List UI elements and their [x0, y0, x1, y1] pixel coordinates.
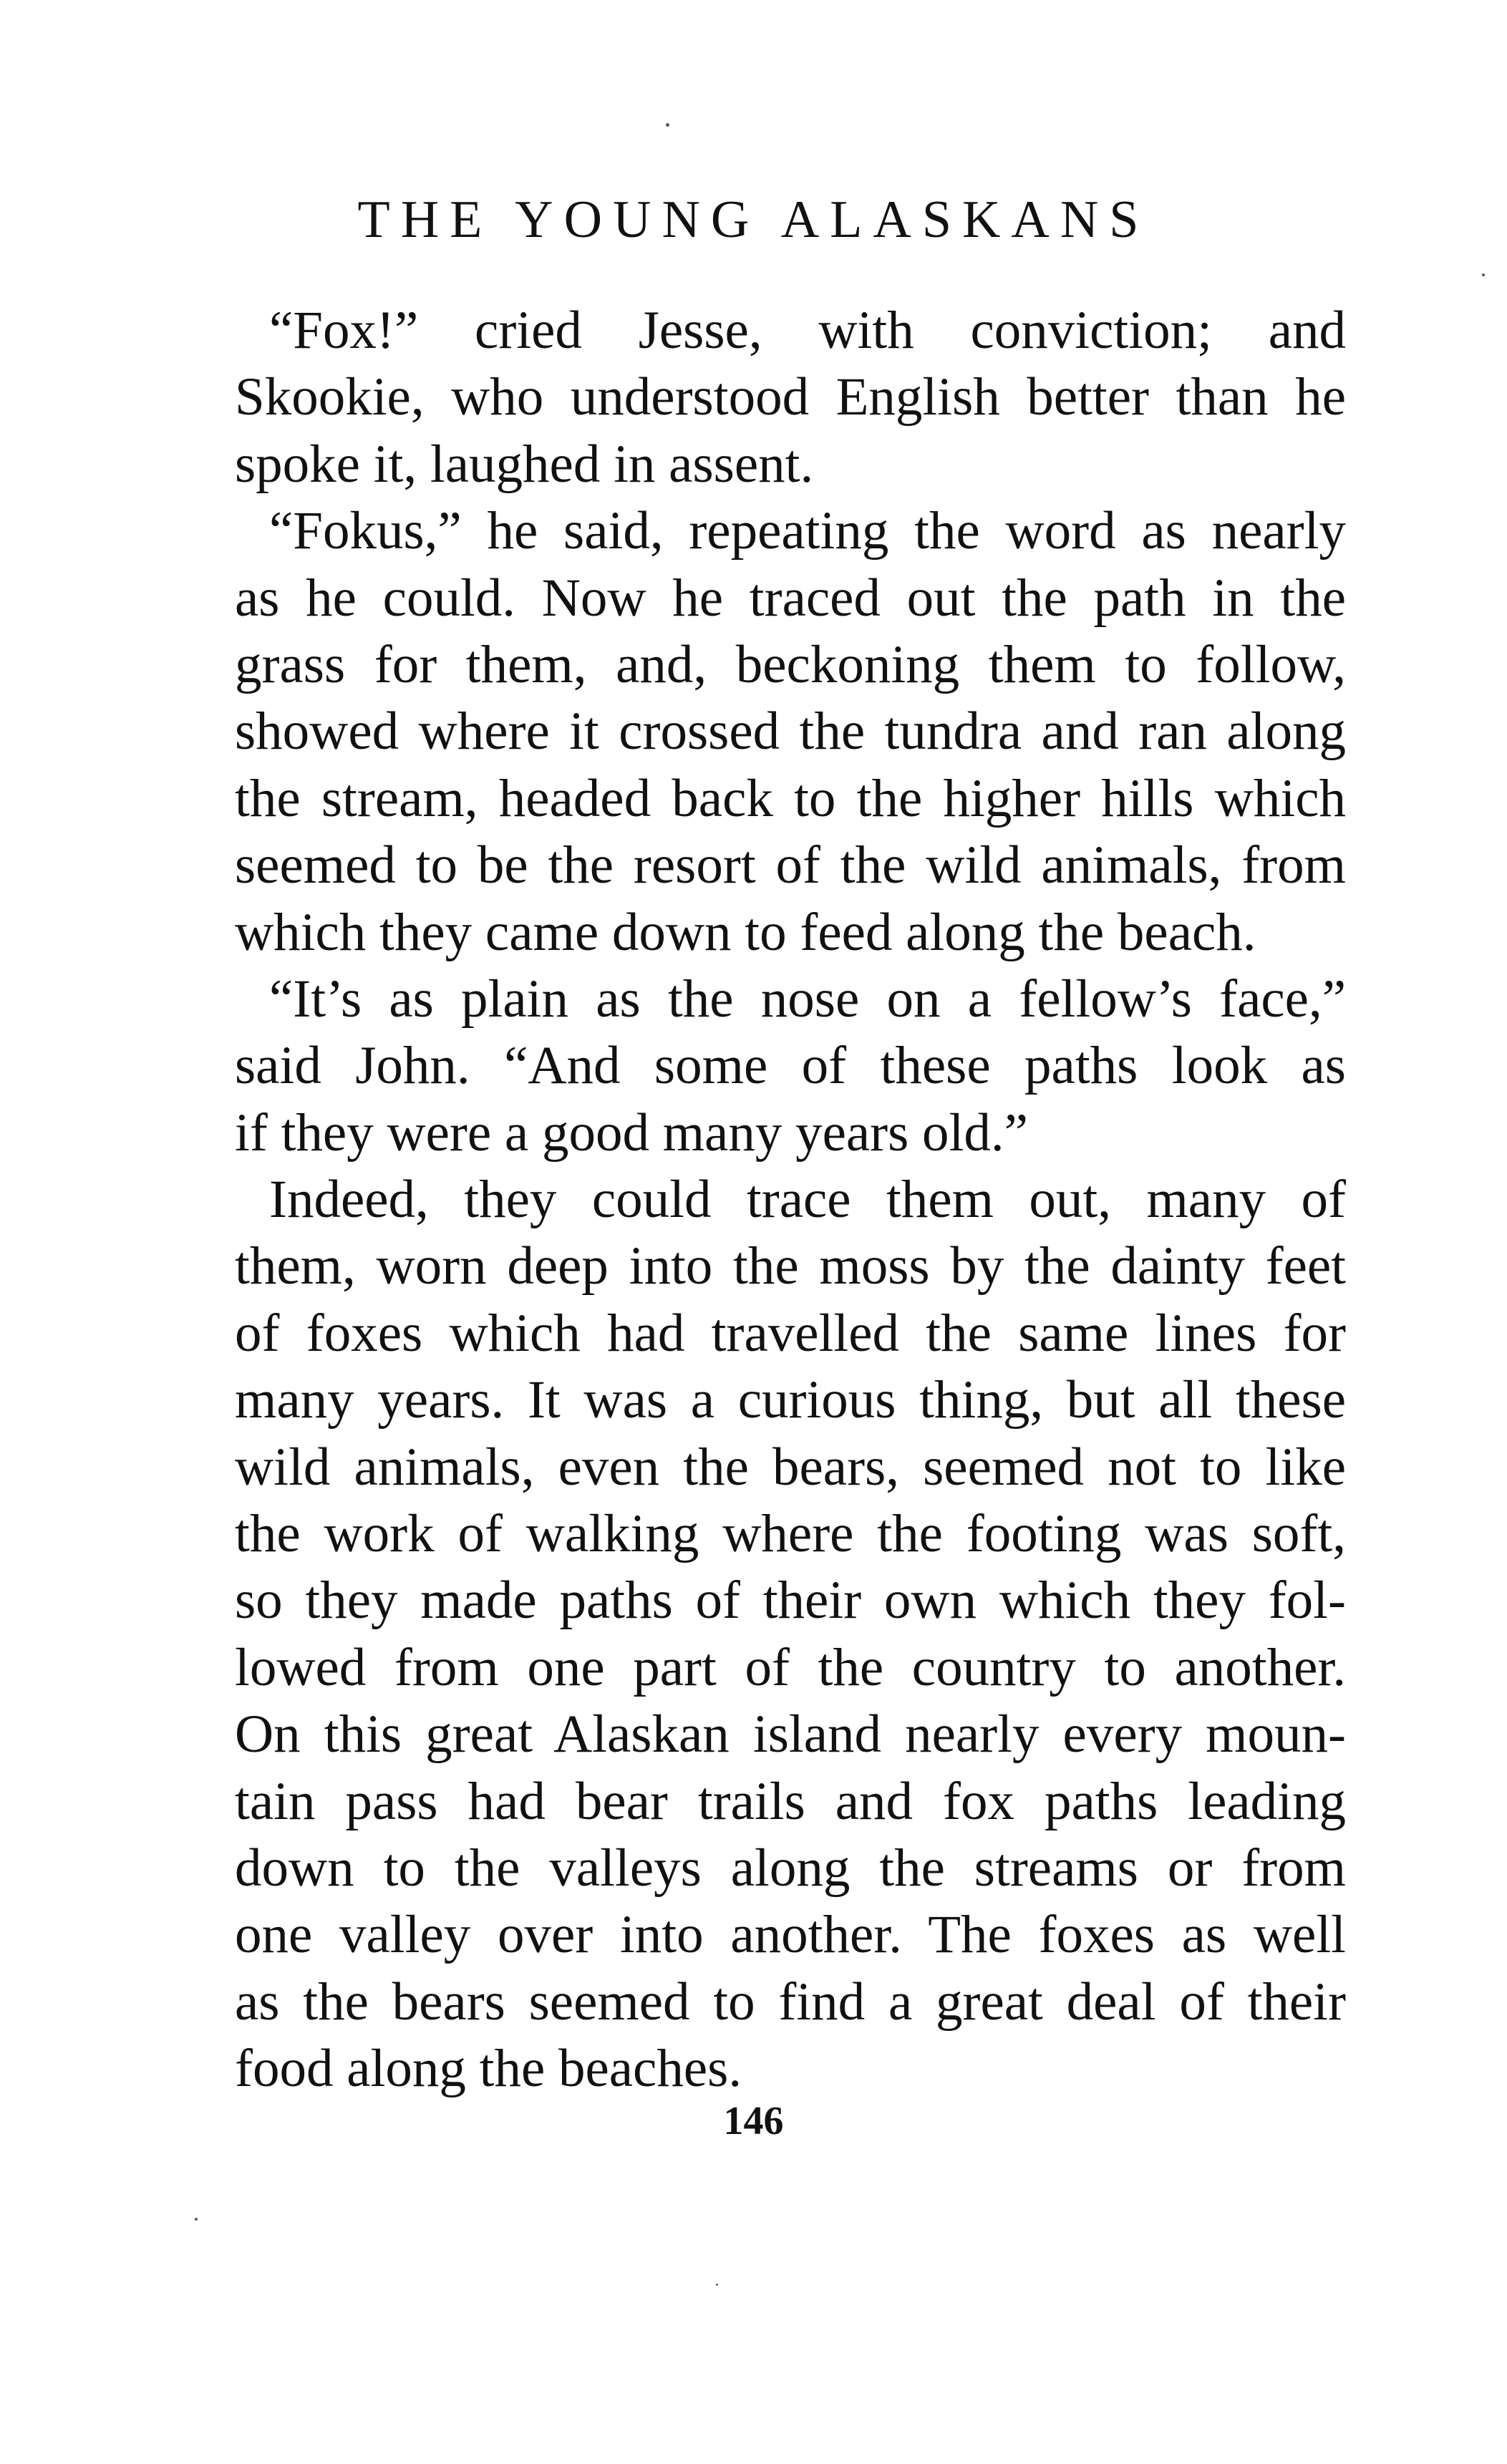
text-line: tain pass had bear trails and fox paths leading: [235, 1771, 1346, 1831]
body-text: [235, 297, 1346, 2102]
text-line: spoke it, laughed in assent.: [235, 434, 814, 494]
text-line: so they made paths of their own which they fol-: [235, 1571, 1346, 1631]
scan-speck: [195, 2218, 198, 2221]
scan-speck: [716, 2284, 718, 2286]
text-line: showed where it crossed the tundra and ran along: [235, 702, 1346, 762]
text-line: On this great Alaskan island nearly every moun-: [235, 1704, 1346, 1765]
text-line: said John. “And some of these paths look as: [235, 1036, 1346, 1096]
scan-speck: [666, 123, 669, 127]
text-line: of foxes which had travelled the same lines for: [235, 1303, 1346, 1363]
running-head: THE YOUNG ALASKANS: [357, 190, 1150, 249]
text-line: “Fox!” cried Jesse, with conviction; and: [269, 301, 1346, 360]
scan-speck: [1482, 273, 1485, 276]
text-line: if they were a good many years old.”: [235, 1102, 1028, 1163]
text-line: down to the valleys along the streams or from: [235, 1838, 1346, 1898]
text-line: Indeed, they could trace them out, many of: [269, 1170, 1346, 1230]
text-line: as the bears seemed to find a great deal of their: [235, 1971, 1346, 2032]
text-line: the stream, headed back to the higher hills which: [235, 768, 1346, 828]
page-number: 146: [723, 2099, 784, 2143]
text-line: grass for them, and, beckoning them to follow,: [235, 634, 1346, 694]
text-line: food along the beaches.: [235, 2039, 742, 2099]
text-line: them, worn deep into the moss by the dainty feet: [235, 1236, 1346, 1296]
text-line: the work of walking where the footing was soft,: [235, 1504, 1346, 1564]
text-line: many years. It was a curious thing, but all these: [235, 1370, 1346, 1430]
text-line: “Fokus,” he said, repeating the word as nearly: [269, 501, 1346, 561]
text-line: as he could. Now he traced out the path in the: [235, 568, 1346, 628]
text-line: lowed from one part of the country to another.: [235, 1637, 1346, 1697]
text-line: seemed to be the resort of the wild animals, from: [235, 835, 1346, 896]
text-line: wild animals, even the bears, seemed not to like: [235, 1437, 1346, 1497]
text-line: one valley over into another. The foxes as well: [235, 1905, 1346, 1965]
text-line: Skookie, who understood English better than he: [235, 367, 1346, 427]
text-line: which they came down to feed along the beach.: [235, 902, 1256, 962]
text-line: “It’s as plain as the nose on a fellow’s face,”: [269, 969, 1346, 1029]
